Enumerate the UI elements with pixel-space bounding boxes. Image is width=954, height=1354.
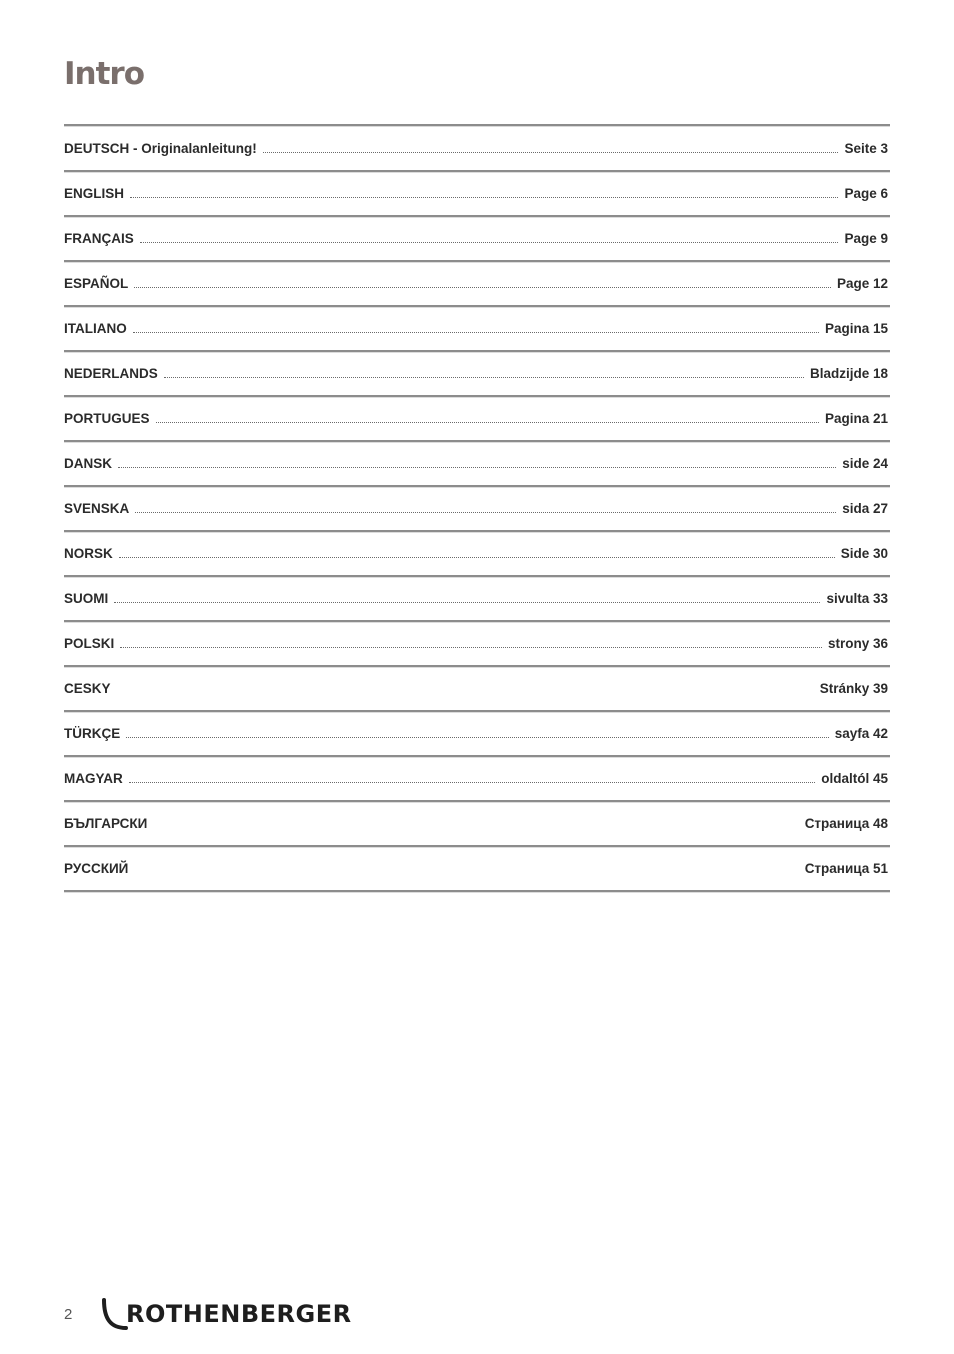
toc-dot-leader xyxy=(114,602,820,603)
toc-entry-page: Pagina 15 xyxy=(824,321,888,336)
toc-entry-label: PORTUGUES xyxy=(64,411,150,426)
toc-entry-page: Page 9 xyxy=(844,231,888,246)
toc-dot-leader xyxy=(263,152,839,153)
toc-dot-leader xyxy=(156,422,819,423)
toc-entry-label: ITALIANO xyxy=(64,321,127,336)
toc-entry-label: ENGLISH xyxy=(64,186,125,201)
toc-entry[interactable] xyxy=(64,667,890,712)
page-footer xyxy=(64,1296,352,1332)
toc-entry-page: oldaltól 45 xyxy=(821,771,888,786)
toc-entry-label: MAGYAR xyxy=(64,771,123,786)
page-title: Intro xyxy=(64,56,145,92)
toc-entry-label: FRANÇAIS xyxy=(64,231,134,246)
toc-entry-page: sida 27 xyxy=(842,501,888,516)
toc-entry[interactable] xyxy=(64,802,890,847)
toc-dot-leader xyxy=(126,737,828,738)
toc-entry-page: Stránky 39 xyxy=(819,681,888,696)
toc-entry[interactable] xyxy=(64,397,890,442)
brand-logo xyxy=(100,1296,352,1332)
toc-entry[interactable] xyxy=(64,847,890,892)
toc-dot-leader xyxy=(134,287,831,288)
toc-entry-label: DANSK xyxy=(64,456,113,471)
toc-dot-leader xyxy=(118,467,836,468)
toc-entry[interactable] xyxy=(64,307,890,352)
toc-entry-page: Bladzijde 18 xyxy=(809,366,888,381)
toc-entry-page: sivulta 33 xyxy=(826,591,888,606)
toc-entry[interactable] xyxy=(64,442,890,487)
toc-entry-page: strony 36 xyxy=(827,636,888,651)
toc-entry[interactable] xyxy=(64,262,890,307)
toc-entry-label: БЪЛГАРСКИ xyxy=(64,816,148,831)
page-number: 2 xyxy=(64,1305,73,1323)
toc-entry-label: NORSK xyxy=(64,546,113,561)
toc-entry-label: POLSKI xyxy=(64,636,115,651)
toc-entry[interactable] xyxy=(64,127,890,172)
toc-entry[interactable] xyxy=(64,352,890,397)
toc-entry-page: side 24 xyxy=(842,456,888,471)
toc-dot-leader xyxy=(119,557,835,558)
toc-entry-page: Pagina 21 xyxy=(824,411,888,426)
toc-entry[interactable] xyxy=(64,487,890,532)
toc-entry-page: Страница 51 xyxy=(804,861,888,876)
toc-dot-leader xyxy=(164,377,804,378)
toc-entry-page: sayfa 42 xyxy=(834,726,888,741)
brand-name: ROTHENBERGER xyxy=(126,1300,352,1328)
table-of-contents xyxy=(64,124,890,892)
toc-entry-label: SUOMI xyxy=(64,591,109,606)
toc-entry-label: DEUTSCH - Originalanleitung! xyxy=(64,141,257,156)
toc-entry[interactable] xyxy=(64,577,890,622)
toc-entry[interactable] xyxy=(64,532,890,577)
toc-dot-leader xyxy=(133,332,819,333)
toc-dot-leader xyxy=(130,197,838,198)
toc-entry-label: SVENSKA xyxy=(64,501,130,516)
toc-entry-label: РУССКИЙ xyxy=(64,861,129,876)
toc-entry-page: Page 6 xyxy=(844,186,888,201)
toc-entry-page: Страница 48 xyxy=(804,816,888,831)
toc-entry-page: Side 30 xyxy=(840,546,888,561)
toc-entry-label: ESPAÑOL xyxy=(64,276,129,291)
toc-dot-leader xyxy=(140,242,839,243)
toc-entry-page: Page 12 xyxy=(836,276,888,291)
toc-dot-leader xyxy=(135,512,836,513)
toc-entry[interactable] xyxy=(64,712,890,757)
toc-entry[interactable] xyxy=(64,757,890,802)
toc-entry-label: TÜRKÇE xyxy=(64,726,121,741)
toc-entry[interactable] xyxy=(64,217,890,262)
toc-entry-page: Seite 3 xyxy=(844,141,888,156)
toc-entry[interactable] xyxy=(64,172,890,217)
toc-entry-label: NEDERLANDS xyxy=(64,366,158,381)
toc-entry-label: CESKY xyxy=(64,681,111,696)
toc-dot-leader xyxy=(120,647,822,648)
toc-entry[interactable] xyxy=(64,622,890,667)
toc-dot-leader xyxy=(129,782,815,783)
